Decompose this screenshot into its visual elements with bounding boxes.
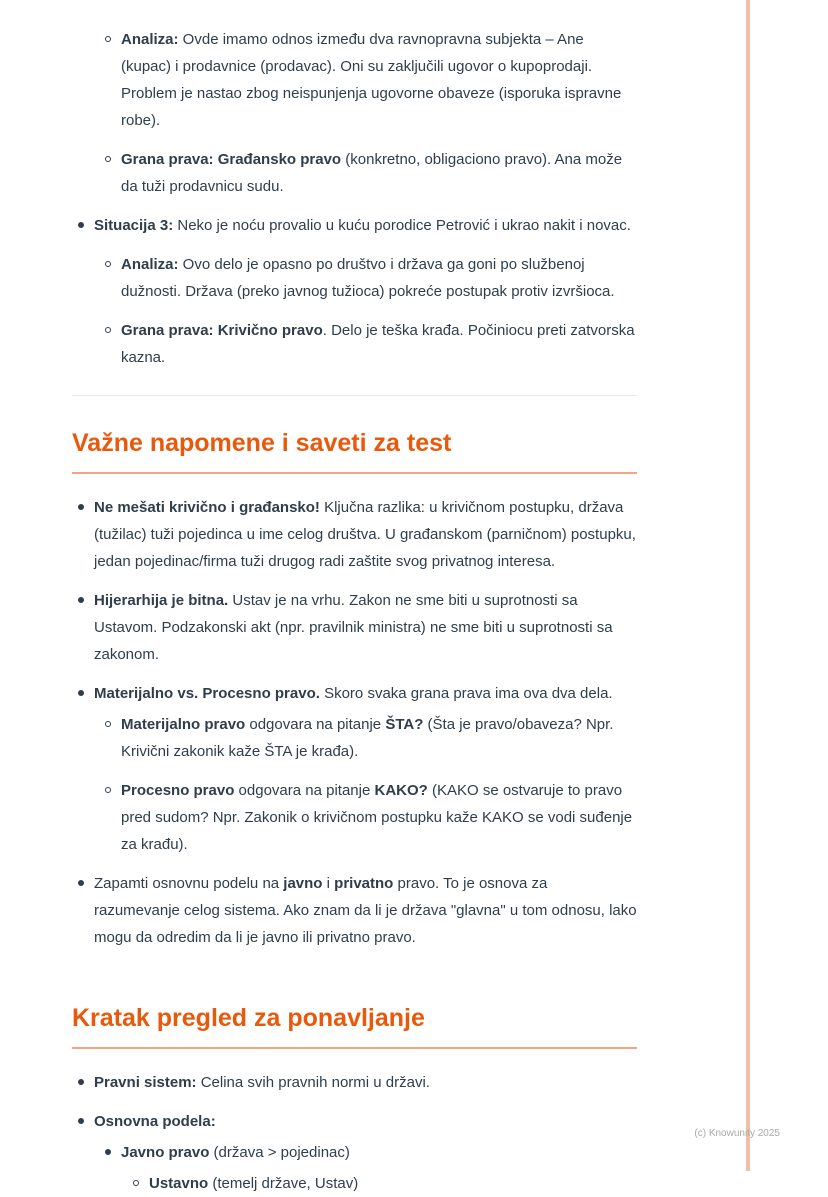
list-item [72, 494, 637, 575]
list-item [72, 26, 637, 134]
list-item [72, 1108, 637, 1135]
list-item [72, 680, 637, 707]
list-item-text: Hijerarhija je bitna. Ustav je na vrhu. Zakon ne sme biti u suprotnosti sa Ustavom. Podzakonski akt (npr. pravilnik ministra) ne sme biti u suprotnosti sa zakonom. [94, 592, 613, 663]
list-item-text: Osnovna podela: [94, 1113, 216, 1130]
heading-underline [72, 472, 637, 474]
list-item-text: Grana prava: Krivično pravo. Delo je teška krađa. Počiniocu preti zatvorska kazna. [121, 322, 635, 366]
list-item [72, 317, 637, 371]
disc-bullet-icon [78, 1118, 84, 1124]
disc-bullet-icon [105, 1149, 111, 1155]
disc-bullet-icon [78, 690, 84, 696]
list-item [72, 1139, 637, 1166]
section-heading: Kratak pregled za ponavljanje [72, 1004, 425, 1032]
bullet-list [72, 1069, 637, 1197]
list-item-text: Ne mešati krivično i građansko! Ključna razlika: u krivičnom postupku, država (tužilac) tuži pojedinca u ime celog društva. U građanskom (parničnom) postupku, jedan pojedinac/firma tuži drugog radi zaštite svog privatnog interesa. [94, 499, 636, 570]
footer-copyright: (c) Knowunity 2025 [694, 1128, 780, 1139]
disc-bullet-icon [78, 880, 84, 886]
list-item [72, 777, 637, 858]
list-item-text: Pravni sistem: Celina svih pravnih normi u državi. [94, 1074, 430, 1091]
list-item [72, 587, 637, 668]
heading-underline [72, 1047, 637, 1049]
list-item [72, 711, 637, 765]
page-accent-line [746, 0, 750, 1171]
list-item-text: Analiza: Ovo delo je opasno po društvo i država ga goni po službenoj dužnosti. Država (preko javnog tužioca) pokreće postupak protiv izvršioca. [121, 256, 615, 300]
list-item [72, 1170, 637, 1197]
disc-bullet-icon [78, 597, 84, 603]
list-item [72, 251, 637, 305]
list-item-text: Analiza: Ovde imamo odnos između dva ravnopravna subjekta – Ane (kupac) i prodavnice (prodavac). Oni su zaključili ugovor o kupoprodaji. Problem je nastao zbog neispunjenja ugovorne obaveze (isporuka ispravne robe). [121, 31, 622, 129]
list-item [72, 212, 637, 239]
circle-bullet-icon [105, 327, 111, 333]
list-item-text: Materijalno vs. Procesno pravo. Skoro svaka grana prava ima ova dva dela. [94, 685, 613, 702]
circle-bullet-icon [133, 1180, 139, 1186]
list-item-text: Javno pravo (država > pojedinac) [121, 1144, 350, 1161]
list-item-text: Grana prava: Građansko pravo (konkretno, obligaciono pravo). Ana može da tuži prodavnicu sudu. [121, 151, 623, 195]
circle-bullet-icon [105, 787, 111, 793]
disc-bullet-icon [78, 1079, 84, 1085]
list-item [72, 1069, 637, 1096]
circle-bullet-icon [105, 156, 111, 162]
list-item-text: Ustavno (temelj države, Ustav) [149, 1175, 359, 1192]
circle-bullet-icon [105, 36, 111, 42]
section-heading: Važne napomene i saveti za test [72, 429, 452, 457]
bullet-list [72, 26, 637, 371]
bullet-list [72, 494, 637, 951]
circle-bullet-icon [105, 721, 111, 727]
circle-bullet-icon [105, 261, 111, 267]
disc-bullet-icon [78, 222, 84, 228]
list-item-text: Situacija 3: Neko je noću provalio u kuću porodice Petrović i ukrao nakit i novac. [94, 217, 631, 234]
list-item-text: Procesno pravo odgovara na pitanje KAKO? (KAKO se ostvaruje to pravo pred sudom? Npr. Zakonik o krivičnom postupku kaže KAKO se vodi suđenje za krađu). [121, 782, 633, 853]
list-item [72, 146, 637, 200]
disc-bullet-icon [78, 504, 84, 510]
list-item [72, 870, 637, 951]
section-divider [72, 395, 637, 396]
list-item-text: Materijalno pravo odgovara na pitanje ŠTA? (Šta je pravo/obaveza? Npr. Krivični zakonik kaže ŠTA je krađa). [121, 716, 614, 760]
list-item-text: Zapamti osnovnu podelu na javno i privatno pravo. To je osnova za razumevanje celog sistema. Ako znam da li je država "glavna" u tom odnosu, lako mogu da odredim da li je javno ili privatno pravo. [94, 875, 637, 946]
